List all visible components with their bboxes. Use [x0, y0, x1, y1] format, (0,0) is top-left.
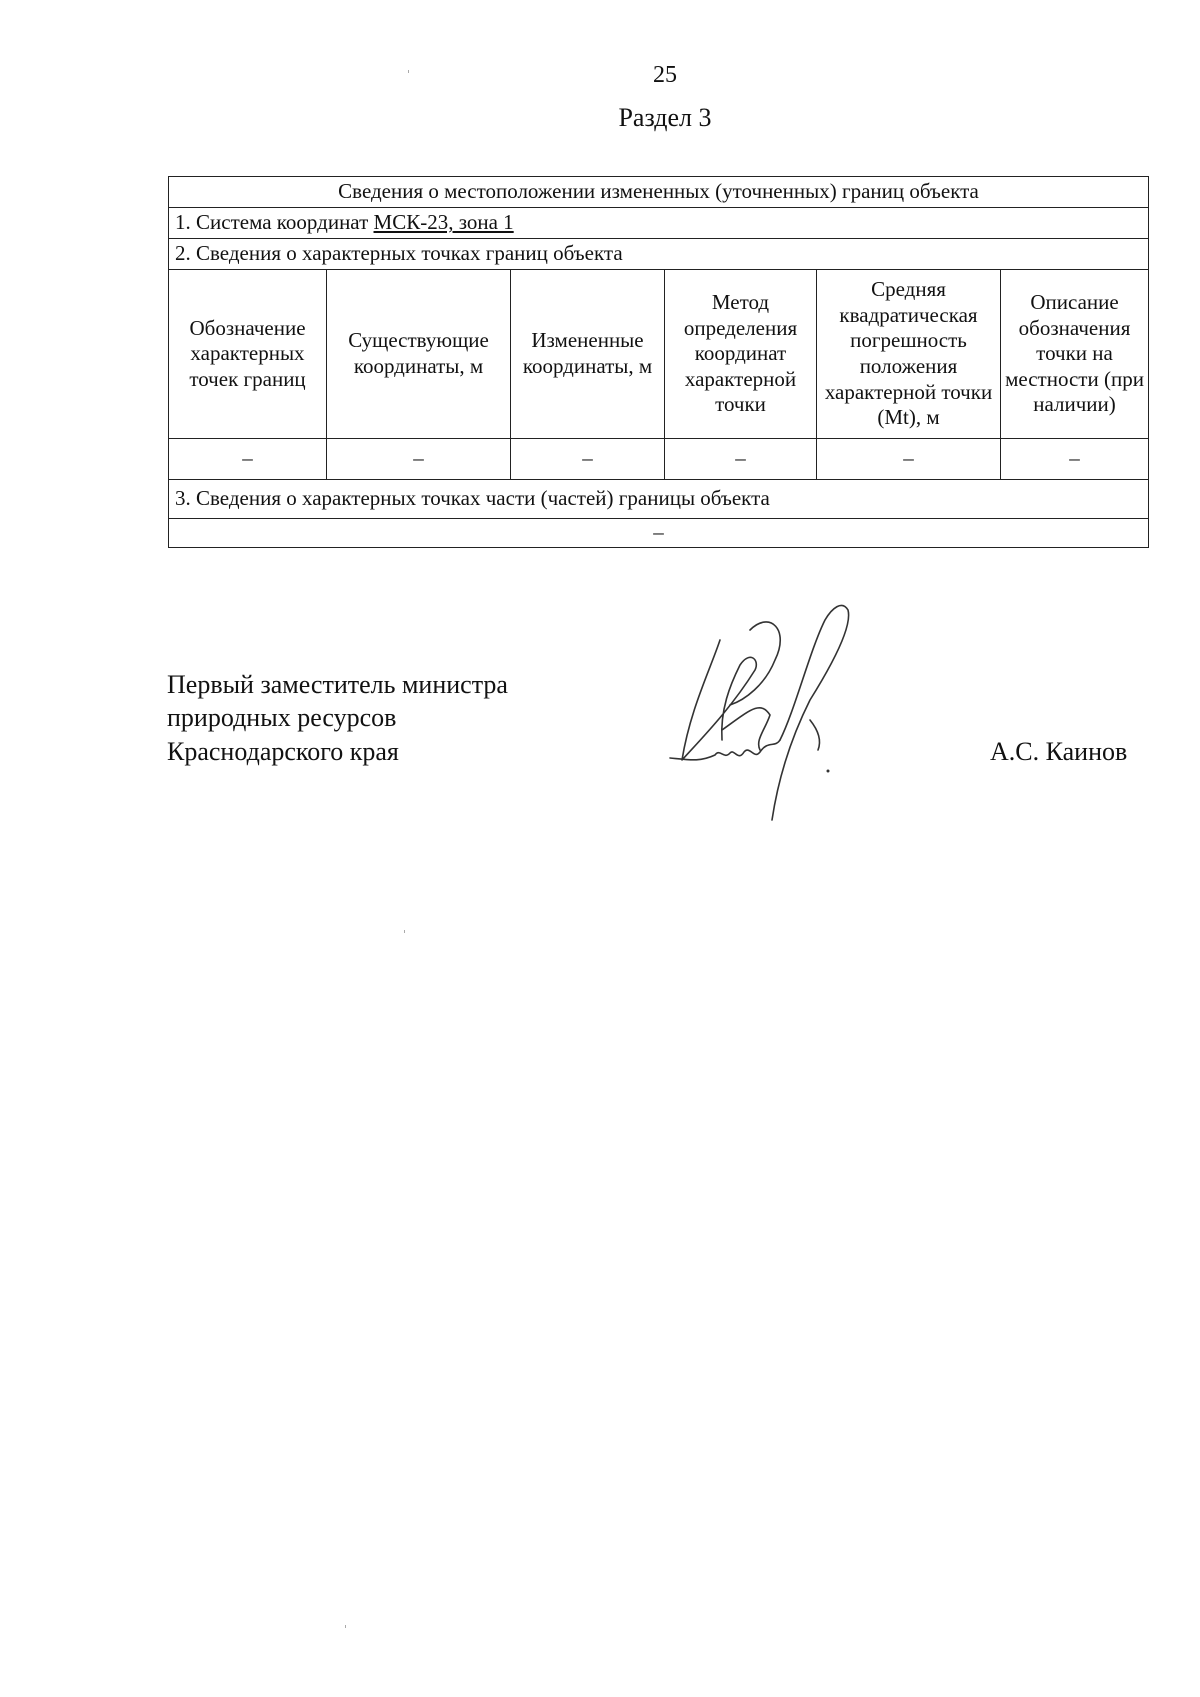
- points-heading: 2. Сведения о характерных точках границ объекта: [169, 239, 1149, 270]
- coordinate-system-value: МСК-23, зона 1: [373, 210, 514, 235]
- boundary-table: [168, 176, 1149, 548]
- header-existing-coordinates: Существующие координаты, м: [327, 270, 511, 439]
- position-line: природных ресурсов: [167, 703, 397, 733]
- table-cell: –: [511, 439, 665, 480]
- scan-speck: [408, 70, 409, 73]
- signatory-position: [167, 668, 508, 768]
- table-cell: –: [169, 439, 327, 480]
- section-title: Раздел 3: [618, 103, 712, 132]
- parts-value: –: [169, 519, 1149, 548]
- scan-speck: [345, 1625, 346, 1628]
- table-cell: –: [665, 439, 817, 480]
- header-method: Метод определения координат характерной точки: [665, 270, 817, 439]
- table-cell: –: [817, 439, 1001, 480]
- table-cell: –: [327, 439, 511, 480]
- coordinate-system-label: 1. Система координат: [175, 210, 374, 235]
- header-changed-coordinates: Измененные координаты, м: [511, 270, 665, 439]
- position-line: Первый заместитель министра: [167, 670, 508, 699]
- header-description: Описание обозначения точки на местности (при наличии): [1001, 270, 1149, 439]
- parts-heading: 3. Сведения о характерных точках части (частей) границы объекта: [169, 480, 1149, 519]
- signatory-name: А.С. Каинов: [990, 737, 1128, 766]
- scan-speck: [404, 930, 405, 933]
- handwritten-signature: [660, 590, 910, 830]
- coordinate-system-row: [169, 208, 1149, 239]
- table-cell: –: [1001, 439, 1149, 480]
- signature-dot: [827, 770, 830, 773]
- header-point-designation: Обозначение характерных точек границ: [169, 270, 327, 439]
- table-caption: Сведения о местоположении измененных (уточненных) границ объекта: [169, 177, 1149, 208]
- header-mean-error: Средняя квадратическая погрешность положения характерной точки (Mt), м: [817, 270, 1001, 439]
- table-row: [169, 439, 1149, 480]
- position-line: Краснодарского края: [167, 736, 399, 766]
- page-number: 25: [653, 62, 677, 88]
